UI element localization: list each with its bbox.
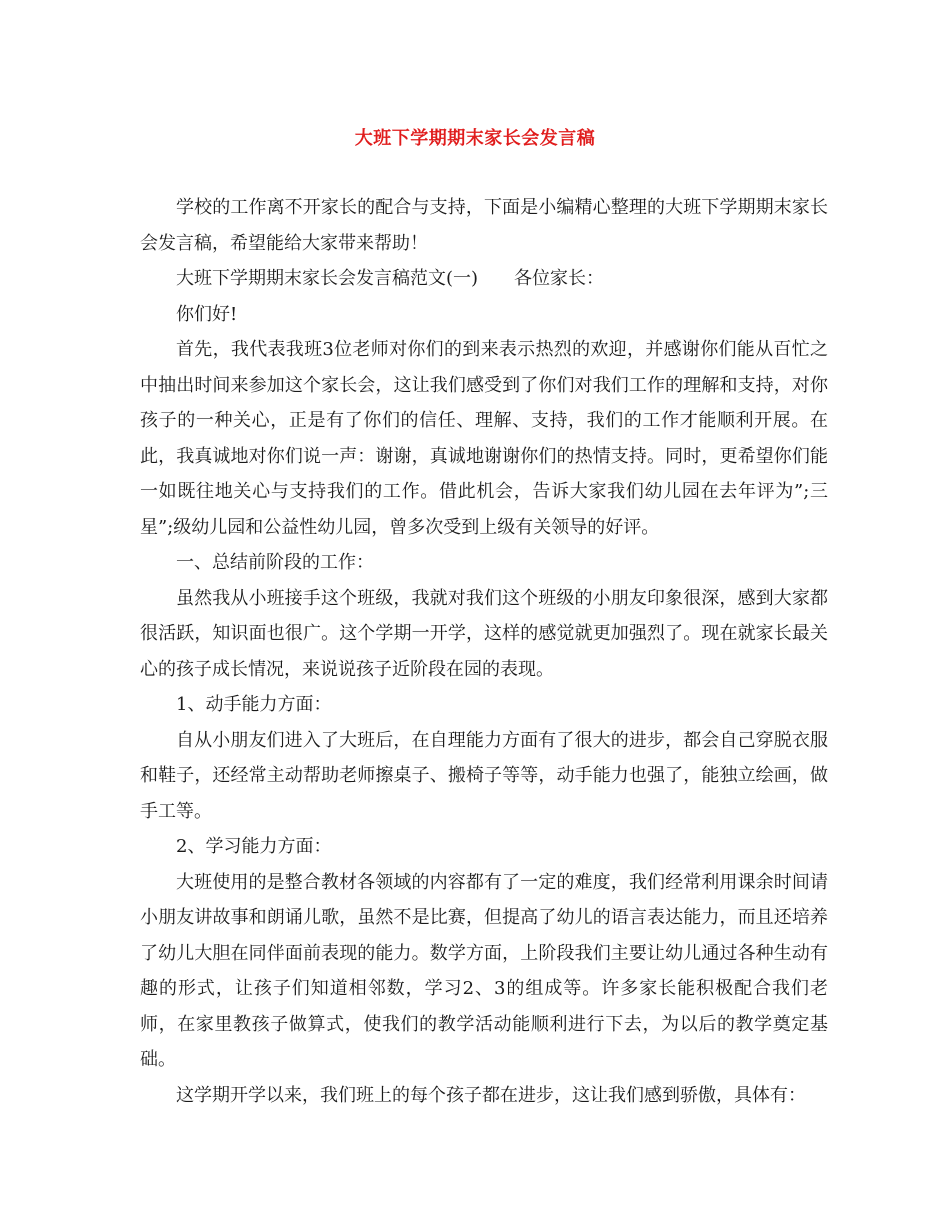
speech-title: 大班下学期期末家长会发言稿范文(一) xyxy=(176,268,479,289)
document-body xyxy=(140,190,828,1113)
document-title: 大班下学期期末家长会发言稿 xyxy=(354,128,596,149)
section-heading-summary: 一、总结前阶段的工作： xyxy=(176,552,374,573)
intro-paragraph: 学校的工作离不开家长的配合与支持，下面是小编精心整理的大班下学期期末家长会发言稿，希望能给大家带来帮助！ xyxy=(140,197,828,254)
salutation: 各位家长： xyxy=(514,268,605,289)
subheading-hands-on: 1、动手能力方面： xyxy=(176,694,332,715)
progress-paragraph: 这学期开学以来，我们班上的每个孩子都在进步，这让我们感到骄傲，具体有： xyxy=(176,1084,806,1106)
greeting: 你们好! xyxy=(176,303,238,325)
learning-paragraph: 大班使用的是整合教材各领域的内容都有了一定的难度，我们经常利用课余时间请小朋友讲故事和朗诵儿歌，虽然不是比赛，但提高了幼儿的语言表达能力，而且还培养了幼儿大胆在同伴面前表现的能力。数学方面，上阶段我们主要让幼儿通过各种生动有趣的形式，让孩子们知道相邻数，学习2、3的组成等。许多家长能积极配合我们老师，在家里教孩子做算式，使我们的教学活动能顺利进行下去，为以后的教学奠定基础。 xyxy=(140,871,828,1070)
section-heading-line xyxy=(140,261,828,297)
subheading-learning: 2、学习能力方面： xyxy=(176,836,332,857)
hands-on-paragraph: 自从小朋友们进入了大班后，在自理能力方面有了很大的进步，都会自己穿脱衣服和鞋子，还经常主动帮助老师擦桌子、搬椅子等等，动手能力也强了，能独立绘画，做手工等。 xyxy=(140,729,828,822)
summary-paragraph: 虽然我从小班接手这个班级，我就对我们这个班级的小朋友印象很深，感到大家都很活跃，知识面也很广。这个学期一开学，这样的感觉就更加强烈了。现在就家长最关心的孩子成长情况，来说说孩子近阶段在园的表现。 xyxy=(140,587,828,680)
welcome-paragraph: 首先，我代表我班3位老师对你们的到来表示热烈的欢迎，并感谢你们能从百忙之中抽出时间来参加这个家长会，这让我们感受到了你们对我们工作的理解和支持，对你孩子的一种关心，正是有了你们的信任、理解、支持，我们的工作才能顺利开展。在此，我真诚地对你们说一声：谢谢，真诚地谢谢你们的热情支持。同时，更希望你们能一如既往地关心与支持我们的工作。借此机会，告诉大家我们幼儿园在去年评为”;三星”;级幼儿园和公益性幼儿园，曾多次受到上级有关领导的好评。 xyxy=(140,339,828,538)
